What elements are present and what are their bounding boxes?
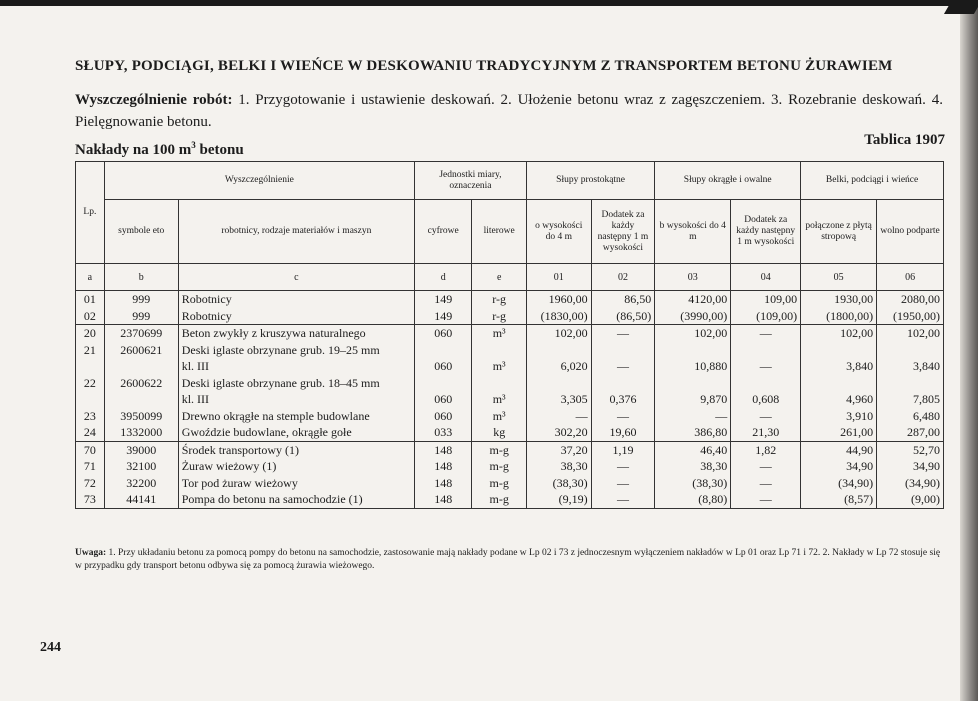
cell-value: — — [759, 459, 772, 473]
table-group — [76, 325, 944, 442]
cell-value: r-g — [492, 308, 507, 323]
table-header-row-2 — [76, 200, 944, 264]
cell-value: 060 — [434, 408, 453, 423]
cell-value — [880, 342, 940, 359]
cell-value: 46,40 — [700, 442, 728, 457]
col-letter: 03 — [655, 264, 731, 291]
cell-value: Robotnicy — [181, 308, 232, 323]
header-polaczone: połączone z płytą stropową — [801, 200, 877, 264]
cell-value: Beton zwykły z kruszywa naturalnego — [181, 326, 366, 340]
cell-c02 — [591, 291, 655, 325]
cell-value: 060 — [434, 359, 453, 373]
cell-value — [658, 342, 727, 359]
cell-value: (8,80) — [698, 492, 728, 506]
cell-value: 72 — [83, 475, 96, 490]
cell-value: 02 — [83, 308, 96, 323]
page-number: 244 — [40, 640, 61, 655]
cell-value — [804, 342, 873, 359]
cell-value: 148 — [434, 442, 453, 457]
cell-value: 148 — [434, 475, 453, 490]
col-letter: 05 — [801, 264, 877, 291]
cell-value — [658, 375, 727, 392]
cell-value — [79, 391, 101, 408]
cell-value: 7,805 — [913, 392, 940, 406]
cell-value: — — [616, 326, 629, 340]
cell-c03 — [655, 291, 731, 325]
cell-value: 4120,00 — [688, 292, 728, 306]
inputs-heading — [75, 140, 244, 159]
cell-value: 01 — [83, 292, 96, 306]
cell-value: 3950099 — [120, 408, 163, 423]
col-letter: 02 — [591, 264, 655, 291]
inputs-heading-exponent: 3 — [191, 140, 196, 150]
table-header-row-1 — [76, 162, 944, 200]
page-title: SŁUPY, PODCIĄGI, BELKI I WIEŃCE W DESKOWANIU TRADYCYJNYM Z TRANSPORTEM BETONU ŻURAWIEM — [75, 58, 893, 74]
cell-value: 34,90 — [913, 459, 940, 473]
cell-value: 149 — [434, 292, 453, 306]
cell-value: 999 — [132, 308, 151, 323]
header-cyfrowe: cyfrowe — [414, 200, 472, 264]
cell-value: Pompa do betonu na samochodzie (1) — [181, 492, 363, 506]
cell-value: 999 — [132, 292, 151, 306]
cell-value: Deski iglaste obrzynane grub. 19–25 mm — [181, 342, 380, 357]
cell-c06 — [877, 325, 944, 442]
cell-value: 21 — [83, 342, 96, 357]
cell-value: kl. III — [181, 392, 210, 406]
cell-lit — [472, 441, 526, 508]
cell-value: 4,960 — [846, 392, 874, 406]
cell-value — [595, 375, 652, 392]
cell-value: — — [759, 408, 772, 423]
header-jednostki: Jednostki miary, oznaczenia — [414, 162, 526, 200]
cell-value: m³ — [492, 392, 506, 406]
header-wyszczegolnienie: Wyszczególnienie — [104, 162, 414, 200]
cell-value: Robotnicy — [181, 292, 232, 306]
cell-lp — [76, 325, 105, 442]
cell-value: 86,50 — [624, 292, 652, 306]
header-slupy-okragle: Słupy okrągłe i owalne — [655, 162, 801, 200]
cell-name — [178, 291, 414, 325]
cell-c04 — [731, 291, 801, 325]
cell-value: 32100 — [126, 459, 157, 473]
table-group — [76, 291, 944, 325]
cell-value: 71 — [83, 459, 96, 473]
cell-value: — — [616, 408, 629, 423]
cell-value: (9,00) — [911, 492, 940, 506]
cell-value: m³ — [492, 326, 506, 340]
cell-value: r-g — [492, 292, 507, 306]
cell-value: 3,840 — [913, 359, 940, 373]
col-letter: 04 — [731, 264, 801, 291]
cell-value: 38,30 — [560, 459, 588, 473]
cell-value: 102,00 — [554, 326, 588, 340]
cell-value: 2370699 — [120, 326, 163, 340]
cell-value: — — [759, 475, 772, 490]
cell-value: — — [759, 326, 772, 340]
cell-value: 10,880 — [694, 359, 728, 373]
cell-c05 — [801, 291, 877, 325]
cell-value: m-g — [489, 442, 509, 457]
header-belki: Belki, podciągi i wieńce — [801, 162, 944, 200]
cell-c01 — [526, 325, 591, 442]
col-letter: 01 — [526, 264, 591, 291]
cell-value: 2600621 — [120, 342, 163, 357]
column-letters-row — [76, 264, 944, 291]
cell-value: 20 — [83, 326, 96, 340]
cell-value — [475, 342, 522, 359]
cell-c06 — [877, 291, 944, 325]
header-o-wysokosci-okragle: b wysokości do 4 m — [655, 200, 731, 264]
cell-value: 2600622 — [120, 375, 163, 390]
cell-cyf — [414, 441, 472, 508]
cell-value: 32200 — [126, 475, 157, 490]
cell-c06 — [877, 441, 944, 508]
header-literowe: literowe — [472, 200, 526, 264]
cell-lit — [472, 325, 526, 442]
cell-value — [530, 375, 588, 392]
top-edge-bar — [0, 0, 960, 6]
cell-value: Gwoździe budowlane, okrągłe gołe — [181, 425, 352, 439]
cell-lp — [76, 441, 105, 508]
col-letter: a — [76, 264, 105, 291]
cell-lit — [472, 291, 526, 325]
header-robotnicy: robotnicy, rodzaje materiałów i maszyn — [178, 200, 414, 264]
cell-value: 386,80 — [694, 425, 728, 439]
cell-symbol — [104, 291, 178, 325]
cell-value: 261,00 — [840, 425, 874, 439]
cell-value: (38,30) — [552, 475, 588, 490]
works-description-text: 1. Przygotowanie i ustawienie deskowań. 2. Ułożenie betonu wraz z zagęszczeniem. 3. Rozebranie deskowań. 4. Pielęgnowanie betonu. — [75, 92, 943, 130]
cell-value: Żuraw wieżowy (1) — [181, 459, 277, 473]
cell-value — [595, 342, 652, 359]
cell-value: 3,840 — [846, 359, 874, 373]
cell-value — [734, 375, 797, 392]
cell-name — [178, 441, 414, 508]
cell-value: Deski iglaste obrzynane grub. 18–45 mm — [181, 375, 380, 390]
header-symbole: symbole eto — [104, 200, 178, 264]
col-letter: b — [104, 264, 178, 291]
cell-c05 — [801, 441, 877, 508]
cell-value: 34,90 — [846, 459, 874, 473]
cell-c04 — [731, 441, 801, 508]
cell-value — [79, 358, 101, 375]
page-edge-shadow — [960, 0, 978, 701]
footnote — [75, 547, 945, 573]
col-letter: c — [178, 264, 414, 291]
header-slupy-prostokatne: Słupy prostokątne — [526, 162, 654, 200]
cell-value — [108, 391, 175, 408]
cell-value: 102,00 — [840, 326, 874, 340]
works-description-label: Wyszczególnienie robót: — [75, 92, 233, 108]
cell-value: 73 — [83, 492, 96, 506]
footnote-text: 1. Przy układaniu betonu za pomocą pompy do betonu na samochodzie, zastosowanie mają nakłady podane w Lp 02 i 73 z jednoczesnym wyłączeniem nakładów w Lp 01 oraz Lp 71 i 72. 2. Nakłady w Lp 72 stosuje się w przypadku gdy transport betonu odbywa się za pomocą żurawia wieżowego. — [75, 548, 941, 571]
works-description — [75, 89, 943, 133]
cell-lp — [76, 291, 105, 325]
cell-value: 3,305 — [560, 392, 588, 406]
cell-name — [178, 325, 414, 442]
cell-value: (86,50) — [616, 308, 652, 323]
cell-value: 1,19 — [612, 442, 634, 457]
cell-value: (8,57) — [844, 492, 874, 506]
header-lp: Lp. — [76, 162, 105, 264]
cell-value: 52,70 — [913, 442, 940, 457]
header-dodatek-okragle: Dodatek za każdy następny 1 m wysokości — [731, 200, 801, 264]
inputs-heading-suffix: betonu — [195, 142, 244, 158]
cell-value: Tor pod żuraw wieżowy — [181, 475, 298, 490]
cell-value: (9,19) — [558, 492, 588, 506]
cell-value: — — [616, 459, 629, 473]
cell-value: kg — [493, 425, 506, 439]
cell-value: 149 — [434, 308, 453, 323]
cell-value: m-g — [489, 492, 509, 506]
cell-c01 — [526, 291, 591, 325]
cell-value: — — [616, 492, 629, 506]
cell-value: 44141 — [126, 492, 157, 506]
cell-value: m³ — [492, 359, 506, 373]
cell-value — [108, 358, 175, 375]
col-letter: e — [472, 264, 526, 291]
cell-value: Drewno okrągłe na stemple budowlane — [181, 408, 370, 423]
cell-value: (38,30) — [692, 475, 728, 490]
cell-value: m-g — [489, 475, 509, 490]
cell-value — [418, 342, 469, 359]
inputs-table — [75, 161, 944, 509]
cell-c02 — [591, 441, 655, 508]
cell-c03 — [655, 441, 731, 508]
cell-value: 22 — [83, 375, 96, 390]
cell-value: 70 — [83, 442, 96, 457]
cell-value: 060 — [434, 392, 453, 406]
cell-value: kl. III — [181, 359, 210, 373]
cell-value — [804, 375, 873, 392]
cell-value: 1,82 — [755, 442, 777, 457]
cell-value: 287,00 — [907, 425, 940, 439]
cell-value: — — [759, 492, 772, 506]
cell-value: (34,90) — [838, 475, 874, 490]
cell-symbol — [104, 441, 178, 508]
cell-value: — — [759, 359, 772, 373]
cell-value: 0,608 — [752, 392, 780, 406]
cell-value: (1950,00) — [893, 308, 940, 323]
cell-value: 148 — [434, 492, 453, 506]
cell-value: 38,30 — [700, 459, 728, 473]
cell-value: 23 — [83, 408, 96, 423]
cell-value: (109,00) — [756, 308, 798, 323]
table-group — [76, 441, 944, 508]
cell-value: 44,90 — [846, 442, 874, 457]
header-dodatek-prost: Dodatek za każdy następny 1 m wysokości — [591, 200, 655, 264]
header-o-wysokosci-prost: o wysokości do 4 m — [526, 200, 591, 264]
cell-c02 — [591, 325, 655, 442]
cell-value: 3,910 — [846, 408, 874, 423]
cell-value: 033 — [434, 425, 453, 439]
footnote-label: Uwaga: — [75, 548, 107, 558]
inputs-heading-label: Nakłady na 100 m — [75, 142, 192, 158]
col-letter: 06 — [877, 264, 944, 291]
cell-value: 0,376 — [609, 392, 637, 406]
table-number: Tablica 1907 — [864, 132, 945, 148]
cell-c03 — [655, 325, 731, 442]
cell-cyf — [414, 325, 472, 442]
cell-value — [880, 375, 940, 392]
cell-value: (3990,00) — [680, 308, 728, 323]
cell-value: 37,20 — [560, 442, 588, 457]
cell-value — [475, 375, 522, 392]
cell-value: 24 — [83, 425, 96, 439]
cell-value: — — [616, 359, 629, 373]
cell-c04 — [731, 325, 801, 442]
header-wolno-podparte: wolno podparte — [877, 200, 944, 264]
cell-symbol — [104, 325, 178, 442]
cell-value: 102,00 — [907, 326, 940, 340]
col-letter: d — [414, 264, 472, 291]
cell-value: (34,90) — [905, 475, 940, 490]
cell-value: (1800,00) — [826, 308, 874, 323]
cell-value: m³ — [492, 408, 506, 423]
cell-value: 102,00 — [694, 326, 728, 340]
cell-value — [418, 375, 469, 392]
cell-value: 060 — [434, 326, 453, 340]
cell-value: 109,00 — [764, 292, 798, 306]
cell-value: m-g — [489, 459, 509, 473]
cell-value: 2080,00 — [901, 292, 940, 306]
cell-cyf — [414, 291, 472, 325]
cell-value: 19,60 — [609, 425, 637, 439]
cell-value — [734, 342, 797, 359]
cell-value — [530, 342, 588, 359]
cell-value: 302,20 — [554, 425, 588, 439]
cell-value: 6,480 — [913, 408, 940, 423]
cell-value: Środek transportowy (1) — [181, 442, 300, 457]
cell-value: 148 — [434, 459, 453, 473]
cell-value: (1830,00) — [540, 308, 588, 323]
cell-value: 1930,00 — [834, 292, 874, 306]
cell-value: 39000 — [126, 442, 157, 457]
cell-c05 — [801, 325, 877, 442]
cell-value: 21,30 — [752, 425, 780, 439]
cell-value: 9,870 — [700, 392, 728, 406]
cell-value: 6,020 — [560, 359, 588, 373]
cell-value: — — [575, 408, 588, 423]
cell-value: — — [616, 475, 629, 490]
cell-value: — — [715, 408, 728, 423]
cell-value: 1960,00 — [548, 292, 588, 306]
cell-value: 1332000 — [120, 425, 163, 439]
cell-c01 — [526, 441, 591, 508]
